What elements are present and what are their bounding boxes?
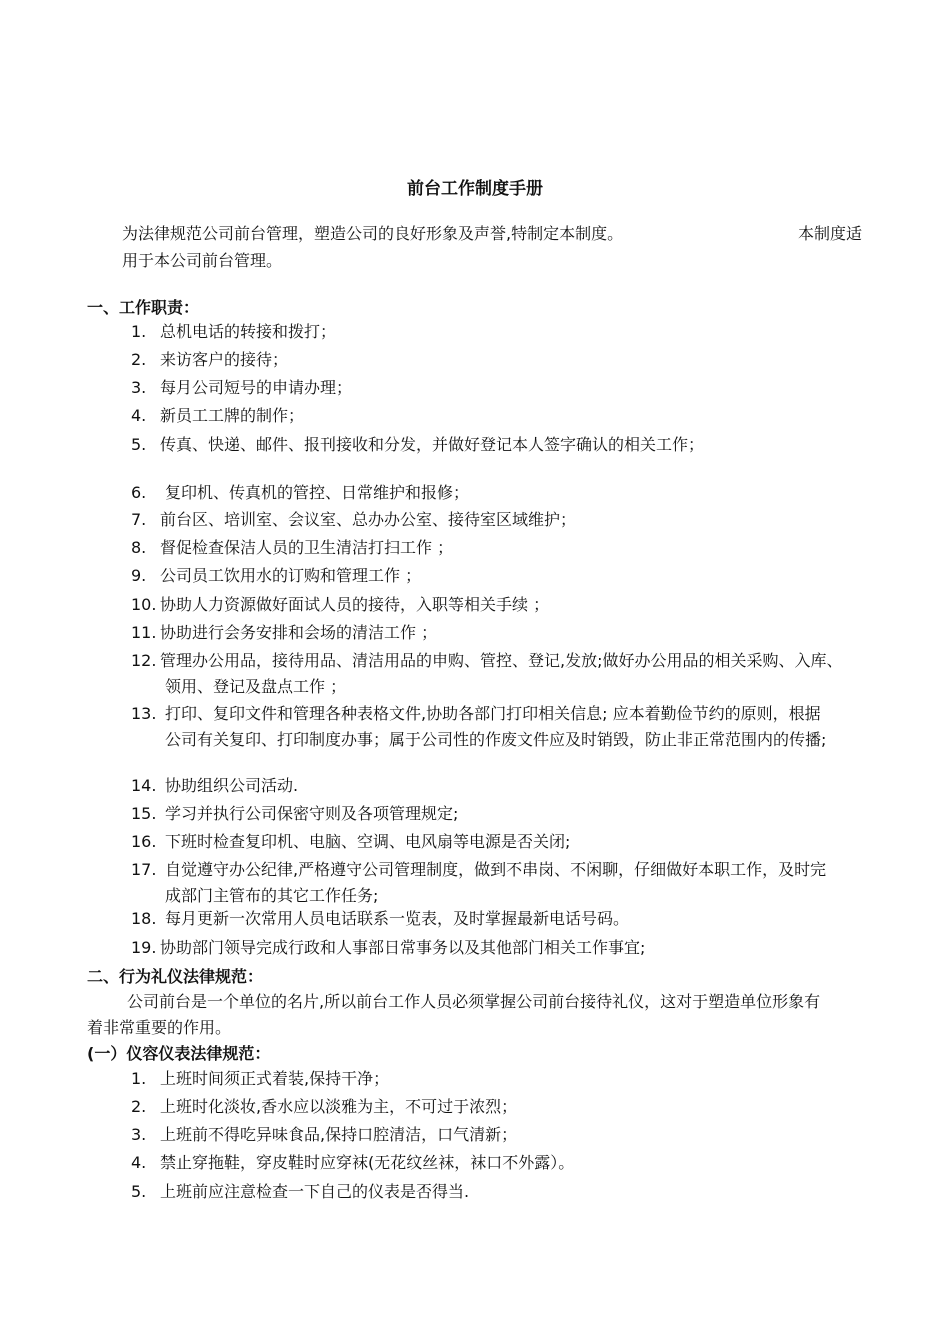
item-number: 17. xyxy=(131,860,157,879)
item-number: 4. xyxy=(131,406,147,425)
item-number: 9. xyxy=(131,566,147,585)
item-text: 协助进行会务安排和会场的清洁工作 ； xyxy=(160,623,438,642)
item-number: 4. xyxy=(131,1153,147,1172)
item-text: 复印机、传真机的管控、日常维护和报修； xyxy=(165,483,470,502)
item-text: 学习并执行公司保密守则及各项管理规定; xyxy=(165,804,459,823)
list-item xyxy=(131,648,881,700)
item-text: 总机电话的转接和拨打； xyxy=(160,322,337,341)
item-text: 协助人力资源做好面试人员的接待，入职等相关手续 ； xyxy=(160,595,550,614)
section2-heading: 二、行为礼仪法律规范： xyxy=(87,967,264,986)
subsection-heading: (一）仪容仪表法律规范： xyxy=(87,1044,271,1063)
intro-line-1: 为法律规范公司前台管理，塑造公司的良好形象及声誉,特制定本制度。 xyxy=(122,224,624,243)
item-text: 自觉遵守办公纪律,严格遵守公司管理制度，做到不串岗、不闲聊，仔细做好本职工作，及时完 xyxy=(165,860,827,879)
item-number: 12. xyxy=(131,651,157,670)
intro-paragraph xyxy=(122,220,862,274)
item-number: 1. xyxy=(131,1069,147,1088)
section2-paragraph-line-2: 着非常重要的作用。 xyxy=(87,1018,232,1037)
item-text: 公司员工饮用水的订购和管理工作 ； xyxy=(160,566,422,585)
item-text: 来访客户的接待； xyxy=(160,350,289,369)
item-text: 上班时化淡妆,香水应以淡雅为主，不可过于浓烈； xyxy=(160,1097,518,1116)
item-text: 上班前应注意检查一下自己的仪表是否得当. xyxy=(160,1182,470,1201)
item-text: 打印、复印文件和管理各种表格文件,协助各部门打印相关信息; 应本着勤俭节约的原则，根据 xyxy=(165,704,821,723)
item-text: 上班时间须正式着装,保持干净； xyxy=(160,1069,390,1088)
item-number: 14. xyxy=(131,776,157,795)
item-text: 新员工工牌的制作； xyxy=(160,406,305,425)
item-text: 协助组织公司活动. xyxy=(165,776,299,795)
item-text: 管理办公用品，接待用品、清洁用品的申购、管控、登记,发放;做好办公用品的相关采购、入库、 xyxy=(160,651,843,670)
item-number: 5. xyxy=(131,435,147,454)
item-number: 7. xyxy=(131,510,147,529)
item-number: 18. xyxy=(131,909,157,928)
item-number: 8. xyxy=(131,538,147,557)
list-item xyxy=(131,701,881,753)
item-text: 禁止穿拖鞋，穿皮鞋时应穿袜(无花纹丝袜，袜口不外露）。 xyxy=(160,1153,575,1172)
section2-paragraph-line-1: 公司前台是一个单位的名片,所以前台工作人员必须掌握公司前台接待礼仪，这对于塑造单位形象有 xyxy=(127,992,821,1011)
list-item xyxy=(131,857,871,909)
item-text: 下班时检查复印机、电脑、空调、电风扇等电源是否关闭; xyxy=(165,832,571,851)
intro-line-1-right: 本制度适 xyxy=(797,224,862,243)
item-text-continuation: 成部门主管布的其它工作任务; xyxy=(165,886,379,905)
item-number: 13. xyxy=(131,704,157,723)
item-text-continuation: 公司有关复印、打印制度办事；属于公司性的作废文件应及时销毁，防止非正常范围内的传播; xyxy=(165,730,827,749)
item-number: 6. xyxy=(131,483,147,502)
item-text: 协助部门领导完成行政和人事部日常事务以及其他部门相关工作事宜; xyxy=(160,938,646,957)
section1-heading: 一、工作职责： xyxy=(87,298,200,317)
item-number: 15. xyxy=(131,804,157,823)
item-number: 19. xyxy=(131,938,157,957)
item-number: 16. xyxy=(131,832,157,851)
item-number: 3. xyxy=(131,1125,147,1144)
item-number: 2. xyxy=(131,350,147,369)
item-number: 10. xyxy=(131,595,157,614)
intro-line-2: 用于本公司前台管理。 xyxy=(122,251,283,270)
document-title: 前台工作制度手册 xyxy=(407,179,543,199)
item-text: 每月公司短号的申请办理； xyxy=(160,378,353,397)
item-number: 2. xyxy=(131,1097,147,1116)
item-number: 11. xyxy=(131,623,157,642)
item-number: 3. xyxy=(131,378,147,397)
item-text: 传真、快递、邮件、报刊接收和分发，并做好登记本人签字确认的相关工作； xyxy=(160,435,705,454)
item-text-continuation: 领用、登记及盘点工作 ； xyxy=(165,677,347,696)
item-number: 5. xyxy=(131,1182,147,1201)
item-text: 前台区、培训室、会议室、总办办公室、接待室区域维护； xyxy=(160,510,577,529)
item-text: 每月更新一次常用人员电话联系一览表，及时掌握最新电话号码。 xyxy=(165,909,630,928)
item-number: 1. xyxy=(131,322,147,341)
item-text: 督促检查保洁人员的卫生清洁打扫工作 ； xyxy=(160,538,454,557)
item-text: 上班前不得吃异味食品,保持口腔清洁，口气清新； xyxy=(160,1125,518,1144)
